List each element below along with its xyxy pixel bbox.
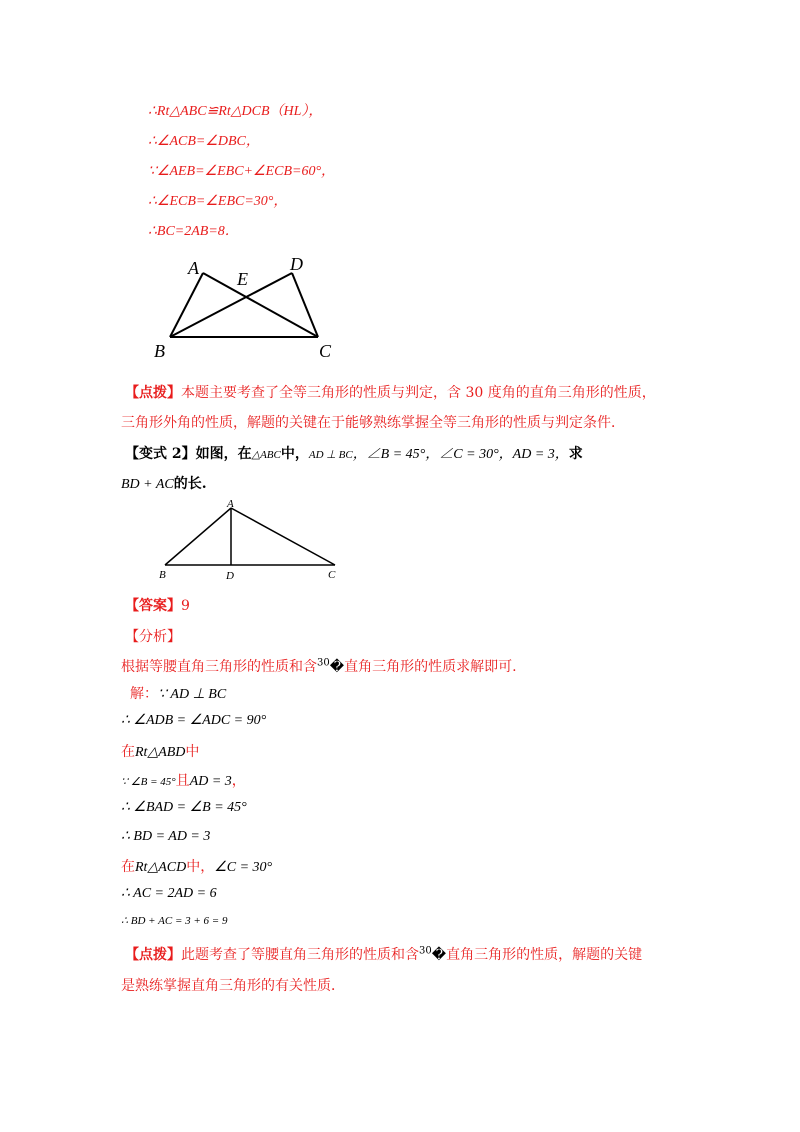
math-sum: BD + AC bbox=[121, 477, 174, 492]
solution-label: 解： bbox=[130, 686, 158, 702]
variant-question-line-1 bbox=[125, 443, 583, 463]
label-A: A bbox=[188, 258, 199, 278]
dianbo-sup: 30 bbox=[419, 945, 432, 957]
question-text: 中， bbox=[280, 446, 309, 462]
analysis-text bbox=[121, 656, 517, 676]
math-triangle: △ABC bbox=[251, 449, 281, 461]
variant-question-line-2 bbox=[121, 473, 207, 493]
solution-math: AD = 3 bbox=[189, 774, 232, 789]
dianbo-1-line-1 bbox=[125, 382, 656, 402]
solution-text: 中， bbox=[186, 859, 215, 875]
label-E: E bbox=[237, 269, 248, 289]
solution-line-8: ∴ AC = 2AD = 6 bbox=[121, 886, 217, 901]
solution-math: ∵ ∠B = 45° bbox=[121, 776, 176, 788]
dianbo-text: 本题主要考查了全等三角形的性质与判定，含 30 度角的直角三角形的性质， bbox=[181, 385, 656, 401]
label-C: C bbox=[328, 569, 336, 581]
solution-text: 在 bbox=[121, 744, 135, 760]
answer-tag: 【答案】 bbox=[125, 598, 181, 614]
analysis-glyph: � bbox=[329, 659, 345, 675]
dianbo-1-line-2: 三角形外角的性质，解题的关键在于能够熟练掌握全等三角形的性质与判定条件． bbox=[121, 415, 625, 431]
label-B: B bbox=[159, 569, 166, 581]
question-text: 求 bbox=[568, 446, 583, 462]
solution-line-1 bbox=[130, 683, 226, 703]
solution-line-3 bbox=[121, 741, 199, 761]
solution-line-5: ∴ ∠BAD = ∠B = 45° bbox=[121, 800, 247, 815]
proof-line-4: ∴∠ECB=∠EBC=30°， bbox=[148, 194, 288, 209]
solution-math: ∠C = 30° bbox=[214, 860, 273, 875]
question-text: 如图，在 bbox=[195, 446, 252, 462]
proof-line-2: ∴∠ACB=∠DBC， bbox=[148, 134, 260, 149]
solution-line-2: ∴ ∠ADB = ∠ADC = 90° bbox=[121, 713, 267, 728]
proof-line-5: ∴BC=2AB=8． bbox=[148, 224, 239, 239]
analysis-text-a: 根据等腰直角三角形的性质和含 bbox=[121, 659, 317, 675]
math-perp: AD ⊥ BC bbox=[308, 449, 353, 461]
math-conditions: ，∠B = 45°，∠C = 30°，AD = 3， bbox=[352, 447, 569, 462]
label-C: C bbox=[319, 341, 332, 361]
triangle-figure-1 bbox=[150, 250, 340, 365]
solution-text: ， bbox=[231, 773, 246, 789]
solution-text: 且 bbox=[175, 773, 190, 789]
dianbo-text: 此题考查了等腰直角三角形的性质和含 bbox=[181, 947, 419, 963]
label-D: D bbox=[226, 570, 234, 582]
solution-line-6: ∴ BD = AD = 3 bbox=[121, 829, 211, 844]
answer-line bbox=[125, 595, 190, 615]
proof-line-3: ∵∠AEB=∠EBC+∠ECB=60°， bbox=[148, 164, 336, 179]
dianbo-glyph: � bbox=[431, 947, 447, 963]
solution-text: 中 bbox=[185, 744, 200, 760]
label-D: D bbox=[290, 254, 303, 274]
variant-tag: 【变式 2】 bbox=[125, 446, 196, 462]
dianbo-2-line-1 bbox=[125, 944, 642, 964]
label-A: A bbox=[227, 498, 234, 510]
dianbo-text: 直角三角形的性质，解题的关键 bbox=[446, 947, 643, 963]
solution-line-9: ∴ BD + AC = 3 + 6 = 9 bbox=[121, 915, 228, 927]
question-text: 的长. bbox=[173, 476, 207, 492]
solution-line-7 bbox=[121, 856, 272, 876]
answer-value: 9 bbox=[181, 598, 190, 614]
solution-line-4 bbox=[121, 770, 246, 790]
dianbo-2-line-2: 是熟练掌握直角三角形的有关性质． bbox=[121, 978, 345, 994]
triangle-figure-2 bbox=[155, 495, 350, 585]
solution-math: Rt△ACD bbox=[135, 860, 187, 875]
label-B: B bbox=[154, 341, 165, 361]
analysis-tag: 【分析】 bbox=[125, 629, 181, 645]
analysis-text-b: 直角三角形的性质求解即可. bbox=[344, 659, 517, 675]
solution-math: ∵ AD ⊥ BC bbox=[158, 687, 227, 702]
dianbo-tag: 【点拨】 bbox=[125, 947, 181, 963]
solution-text: 在 bbox=[121, 859, 135, 875]
proof-line-1: ∴Rt△ABC≌Rt△DCB（HL）， bbox=[148, 104, 323, 119]
analysis-sup: 30 bbox=[317, 657, 330, 669]
solution-math: Rt△ABD bbox=[135, 745, 186, 760]
dianbo-tag: 【点拨】 bbox=[125, 385, 181, 401]
